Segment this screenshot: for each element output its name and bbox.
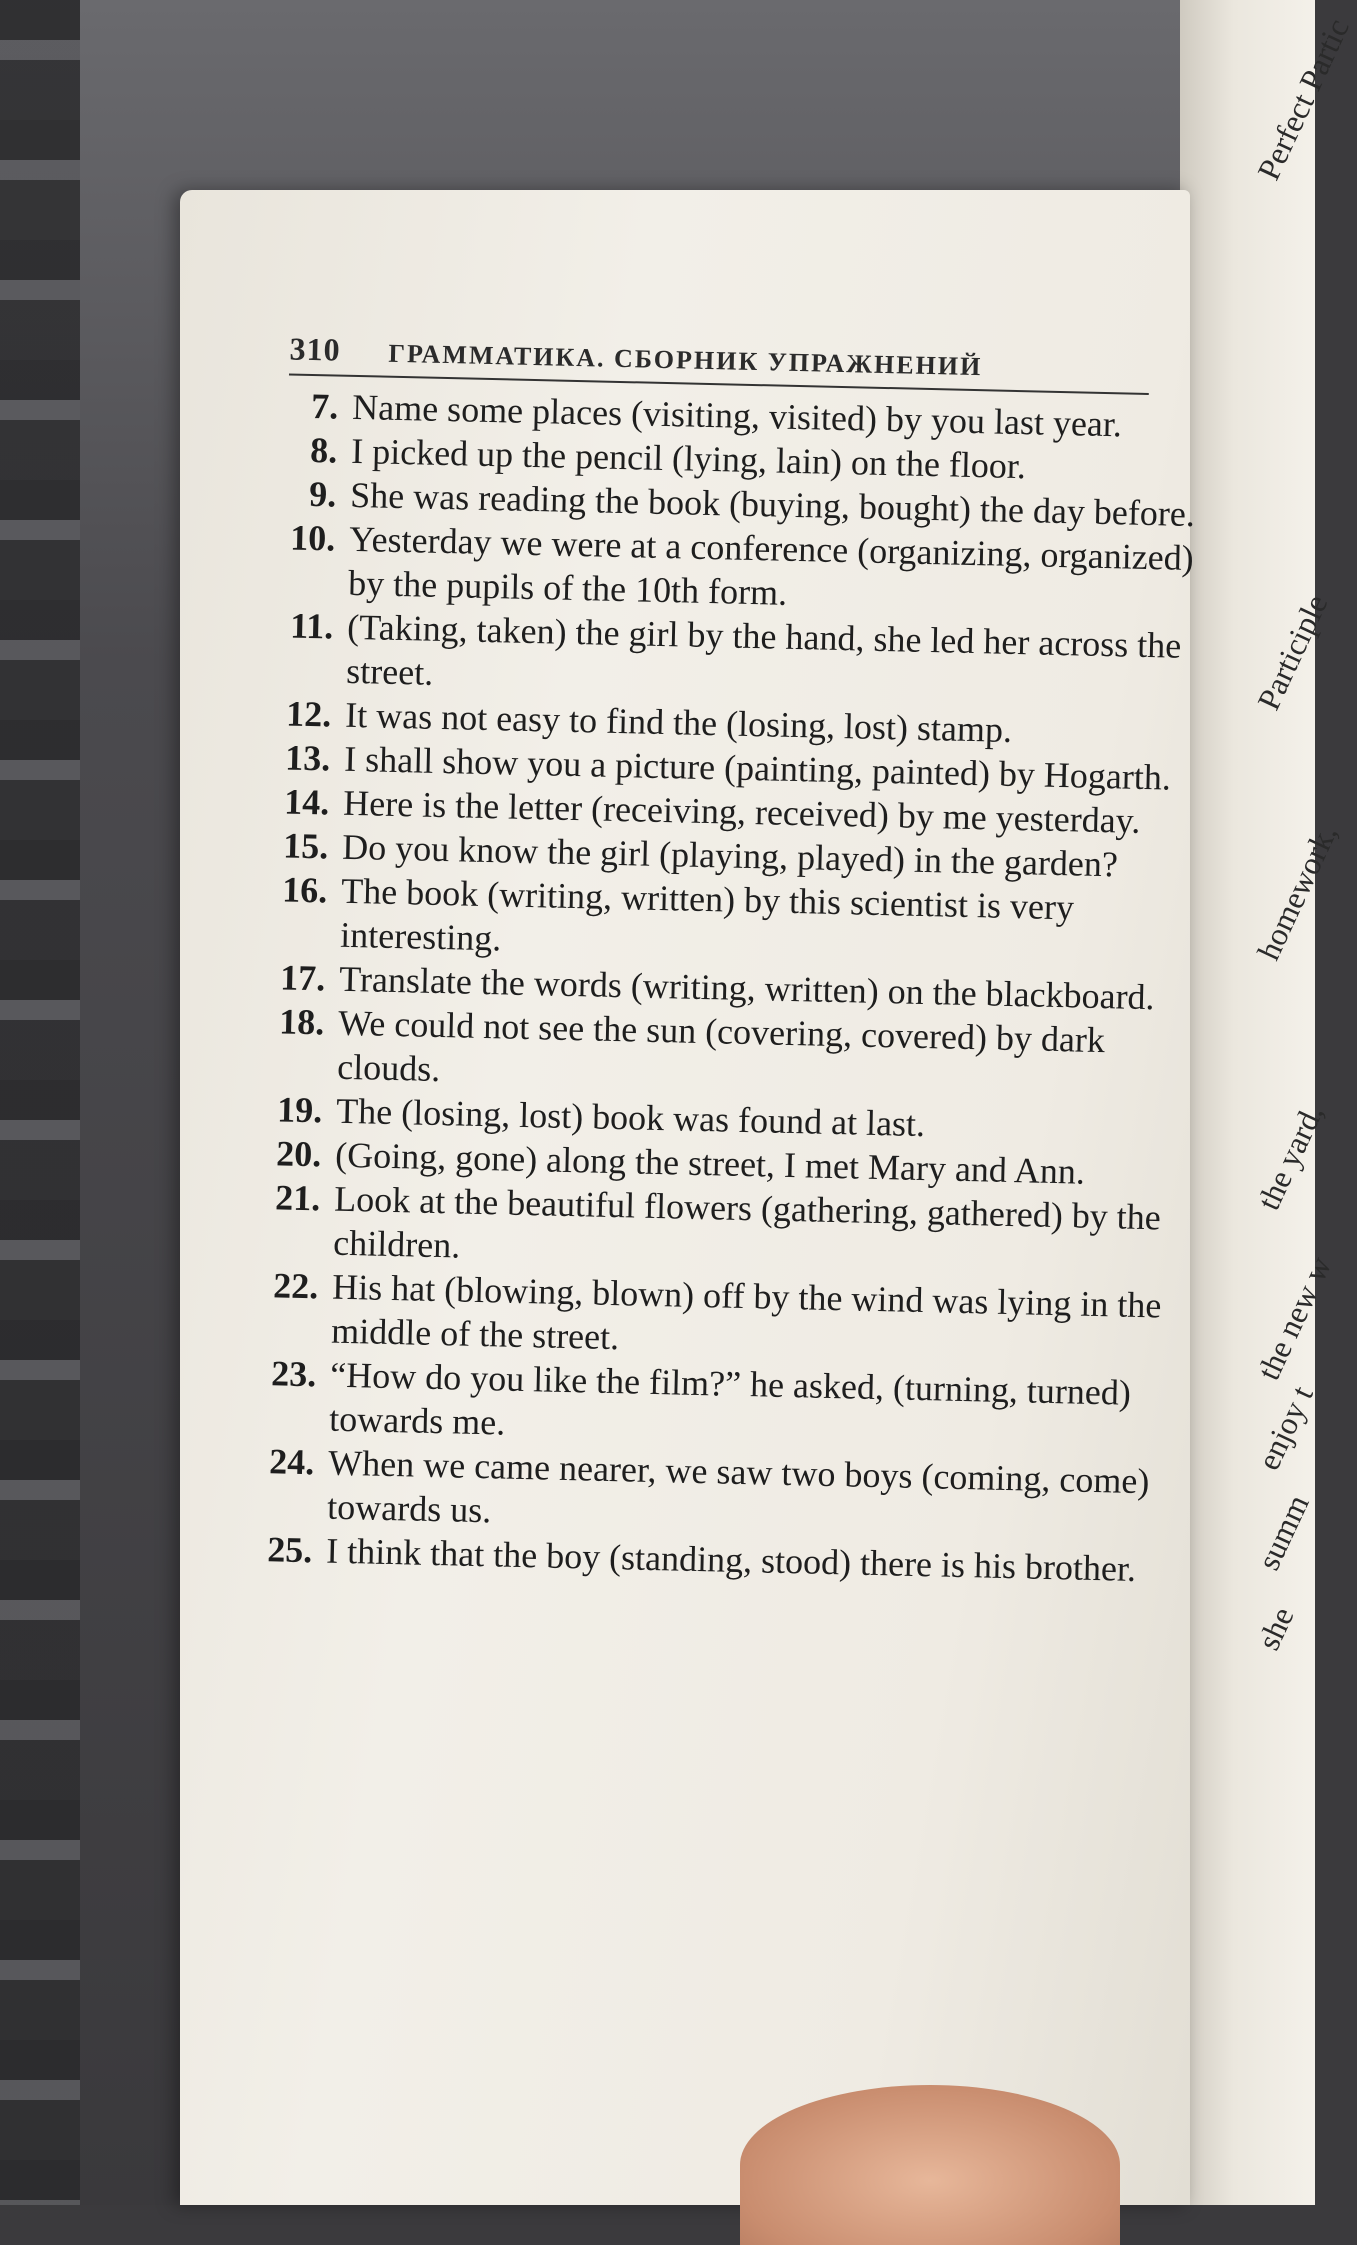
exercise-number: 19.	[276, 1089, 323, 1131]
exercise-number: 24.	[268, 1441, 315, 1483]
exercise-number: 25.	[266, 1529, 313, 1571]
next-page-fragment: enjoy t	[1250, 1380, 1320, 1476]
exercise-number: 21.	[274, 1177, 321, 1219]
exercise-text: We could not see the sun (covering, covered) by dark clouds.	[336, 1002, 1106, 1090]
exercise-number: 11.	[289, 605, 334, 647]
exercise-number: 15.	[282, 825, 329, 867]
exercise-number: 7.	[310, 385, 339, 427]
exercise-text: Here is the letter (receiving, received) by me yesterday.	[342, 782, 1141, 841]
exercise-number: 18.	[278, 1001, 325, 1043]
exercise-text: His hat (blowing, blown) off by the wind was lying in the middle of the street.	[330, 1266, 1162, 1358]
running-title: ГРАММАТИКА. СБОРНИК УПРАЖНЕНИЙ	[388, 338, 983, 382]
exercise-text: She was reading the book (buying, bought) the day before.	[349, 474, 1196, 535]
exercise-text: Name some places (visiting, visited) by you last year.	[351, 386, 1123, 445]
exercise-number: 13.	[284, 737, 331, 779]
exercise-text: When we came nearer, we saw two boys (coming, come) towards us.	[326, 1442, 1150, 1531]
exercise-number: 23.	[270, 1353, 317, 1395]
exercise-number: 9.	[308, 473, 337, 515]
exercise-text: Translate the words (writing, written) on the blackboard.	[338, 958, 1156, 1018]
exercise-text: The book (writing, written) by this scientist is very interesting.	[339, 870, 1075, 959]
exercise-number: 22.	[272, 1265, 319, 1307]
exercise-text: Do you know the girl (playing, played) in the garden?	[341, 826, 1119, 885]
exercise-number: 17.	[279, 957, 326, 999]
next-page-fragment: Perfect Partic	[1250, 12, 1356, 186]
next-page-fragment: the new w	[1250, 1250, 1339, 1386]
exercise-list	[242, 383, 1219, 1592]
next-page-fragment: homework,	[1250, 818, 1344, 966]
exercise-number: 8.	[309, 429, 338, 471]
exercise-text: Look at the beautiful flowers (gathering, gathered) by the children.	[332, 1178, 1162, 1266]
exercise-number: 14.	[283, 781, 330, 823]
exercise-text: (Taking, taken) the girl by the hand, she led her across the street.	[345, 606, 1182, 693]
next-page-fragment: she	[1250, 1601, 1301, 1656]
page-number: 310	[289, 330, 341, 368]
exercise-number: 16.	[281, 869, 328, 911]
exercise-text: “How do you like the film?” he asked, (turning, turned) towards me.	[328, 1354, 1132, 1443]
exercise-text: Yesterday we were at a conference (organizing, organized) by the pupils of the 10th form.	[347, 518, 1195, 613]
exercise-text: I think that the boy (standing, stood) there is his brother.	[325, 1530, 1137, 1589]
next-page-fragment: the yard,	[1250, 1098, 1330, 1216]
exercise-text: The (losing, lost) book was found at last.	[335, 1090, 926, 1145]
exercise-number: 10.	[289, 517, 336, 559]
exercise-number: 20.	[275, 1133, 322, 1175]
page-content	[242, 330, 1220, 1592]
exercise-number: 12.	[285, 693, 332, 735]
background-curtain	[0, 0, 80, 2205]
next-page-fragment: Participle	[1250, 588, 1335, 716]
exercise-text: I picked up the pencil (lying, lain) on the floor.	[350, 430, 1027, 487]
exercise-text: (Going, gone) along the street, I met Mary and Ann.	[334, 1134, 1086, 1192]
thumb	[740, 2085, 1120, 2245]
exercise-text: It was not easy to find the (losing, lost) stamp.	[344, 694, 1013, 750]
exercise-text: I shall show you a picture (painting, painted) by Hogarth.	[343, 738, 1172, 798]
next-page-fragment: summ	[1250, 1489, 1316, 1576]
